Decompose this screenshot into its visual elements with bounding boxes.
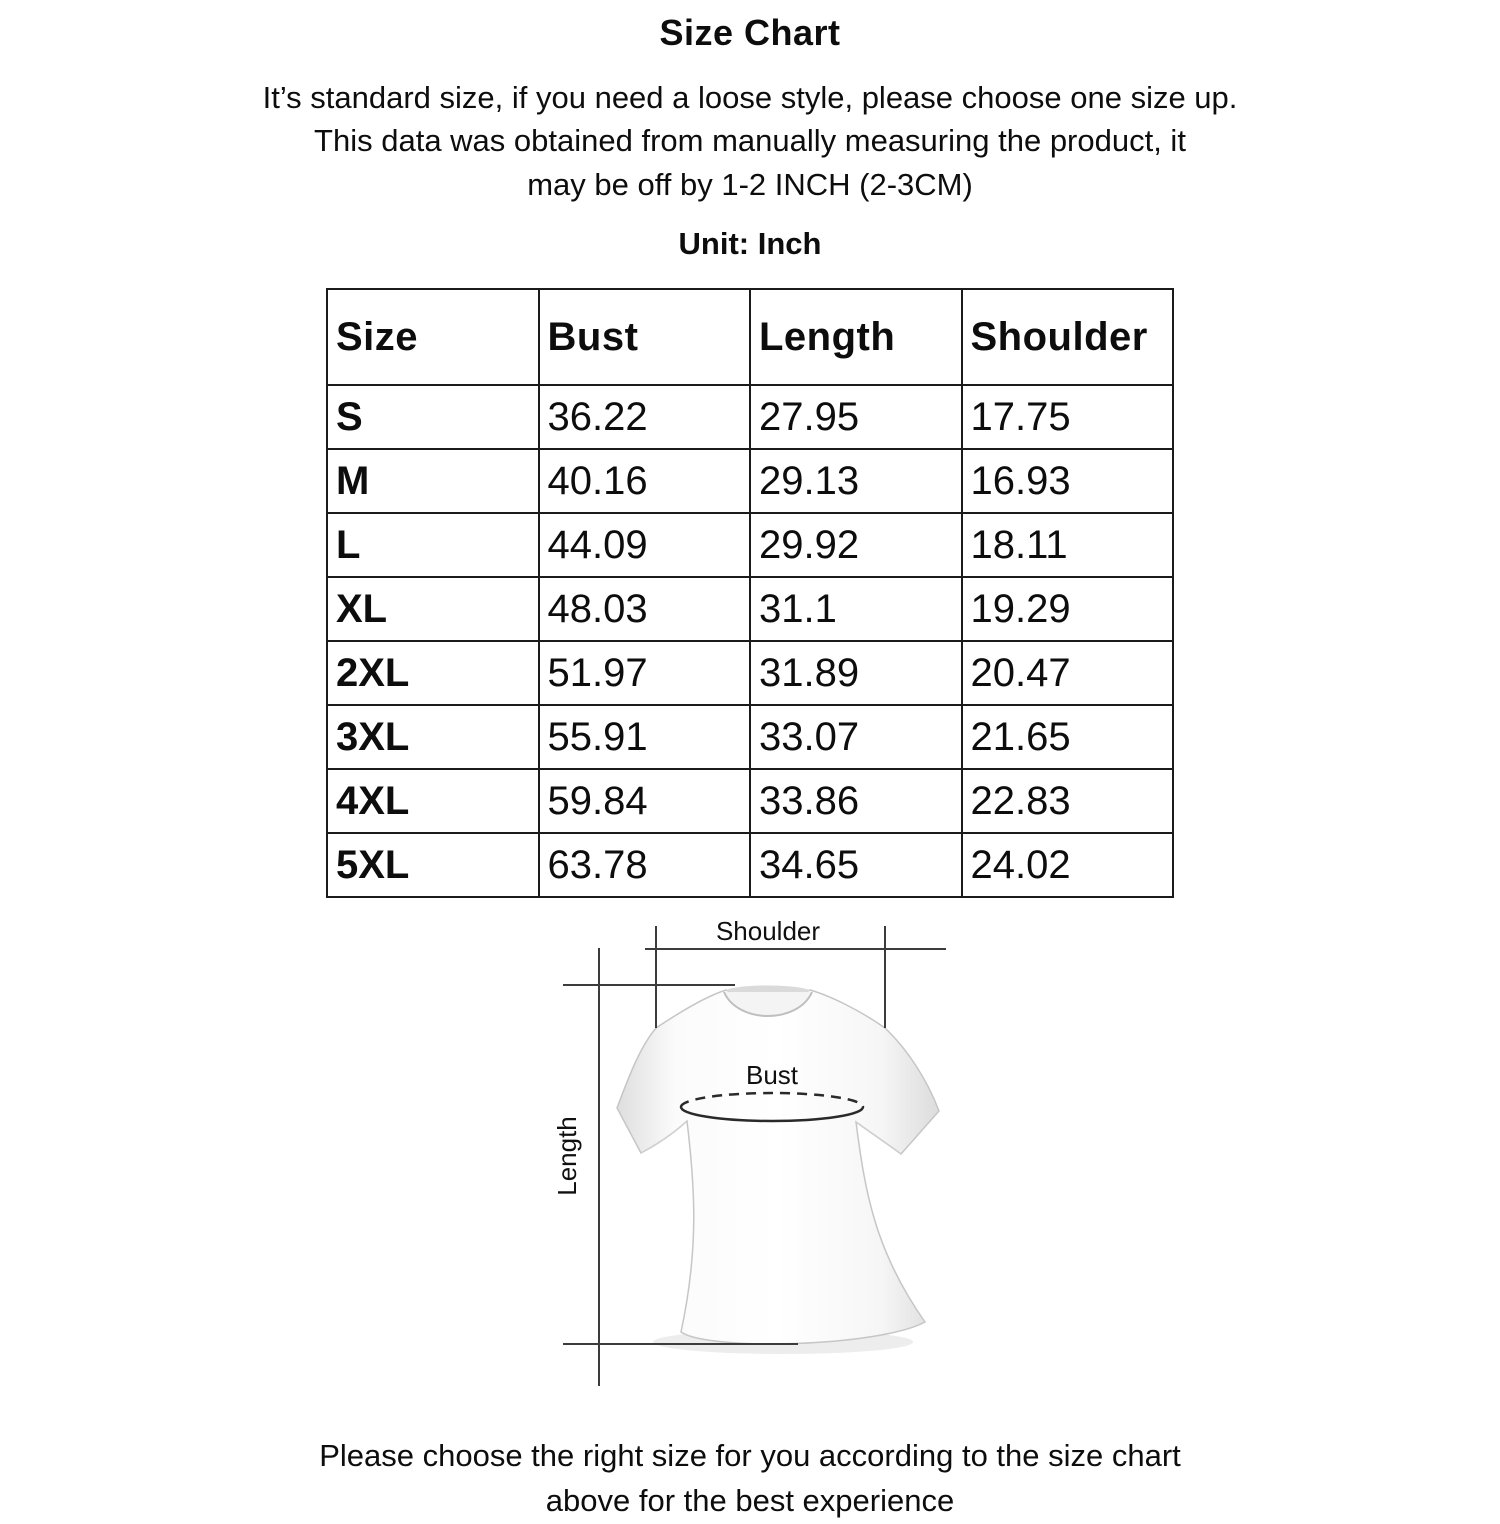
size-note — [0, 76, 1500, 206]
tshirt-diagram — [548, 906, 1008, 1388]
value-cell: 20.47 — [962, 641, 1174, 705]
size-cell: 2XL — [327, 641, 539, 705]
value-cell: 24.02 — [962, 833, 1174, 897]
size-cell: 3XL — [327, 705, 539, 769]
table-header-row — [327, 289, 1173, 385]
footer-line-1: Please choose the right size for you according to the size chart — [319, 1438, 1181, 1474]
table-row — [327, 833, 1173, 897]
value-cell: 34.65 — [750, 833, 962, 897]
size-cell: S — [327, 385, 539, 449]
table-row — [327, 769, 1173, 833]
value-cell: 22.83 — [962, 769, 1174, 833]
tshirt-illustration — [548, 906, 1008, 1388]
value-cell: 55.91 — [539, 705, 751, 769]
table-row — [327, 449, 1173, 513]
value-cell: 29.92 — [750, 513, 962, 577]
value-cell: 18.11 — [962, 513, 1174, 577]
shoulder-label: Shoulder — [715, 916, 821, 947]
size-note-line-2: This data was obtained from manually measuring the product, it — [314, 123, 1186, 159]
column-header: Bust — [539, 289, 751, 385]
value-cell: 21.65 — [962, 705, 1174, 769]
table-row — [327, 385, 1173, 449]
value-cell: 29.13 — [750, 449, 962, 513]
footer-line-2: above for the best experience — [545, 1483, 955, 1519]
value-cell: 63.78 — [539, 833, 751, 897]
value-cell: 51.97 — [539, 641, 751, 705]
value-cell: 44.09 — [539, 513, 751, 577]
unit-label: Unit: Inch — [678, 226, 822, 262]
size-cell: 5XL — [327, 833, 539, 897]
page-title: Size Chart — [659, 12, 841, 53]
value-cell: 40.16 — [539, 449, 751, 513]
value-cell: 33.86 — [750, 769, 962, 833]
table-row — [327, 641, 1173, 705]
tshirt-shape — [617, 990, 939, 1344]
footer-note — [150, 1434, 1350, 1524]
value-cell: 59.84 — [539, 769, 751, 833]
column-header: Shoulder — [962, 289, 1174, 385]
column-header: Length — [750, 289, 962, 385]
size-cell: M — [327, 449, 539, 513]
size-table-body — [327, 385, 1173, 897]
size-table — [326, 288, 1174, 898]
value-cell: 48.03 — [539, 577, 751, 641]
value-cell: 33.07 — [750, 705, 962, 769]
value-cell: 16.93 — [962, 449, 1174, 513]
value-cell: 31.89 — [750, 641, 962, 705]
length-label: Length — [552, 1116, 582, 1196]
table-row — [327, 705, 1173, 769]
table-row — [327, 513, 1173, 577]
size-cell: L — [327, 513, 539, 577]
bust-label: Bust — [745, 1060, 799, 1091]
value-cell: 27.95 — [750, 385, 962, 449]
size-note-line-1: It’s standard size, if you need a loose style, please choose one size up. — [262, 80, 1238, 115]
size-note-line-3: may be off by 1-2 INCH (2-3CM) — [527, 166, 973, 202]
size-cell: XL — [327, 577, 539, 641]
value-cell: 36.22 — [539, 385, 751, 449]
value-cell: 17.75 — [962, 385, 1174, 449]
value-cell: 19.29 — [962, 577, 1174, 641]
value-cell: 31.1 — [750, 577, 962, 641]
size-chart-page — [0, 12, 1500, 1519]
column-header: Size — [327, 289, 539, 385]
size-cell: 4XL — [327, 769, 539, 833]
table-row — [327, 577, 1173, 641]
